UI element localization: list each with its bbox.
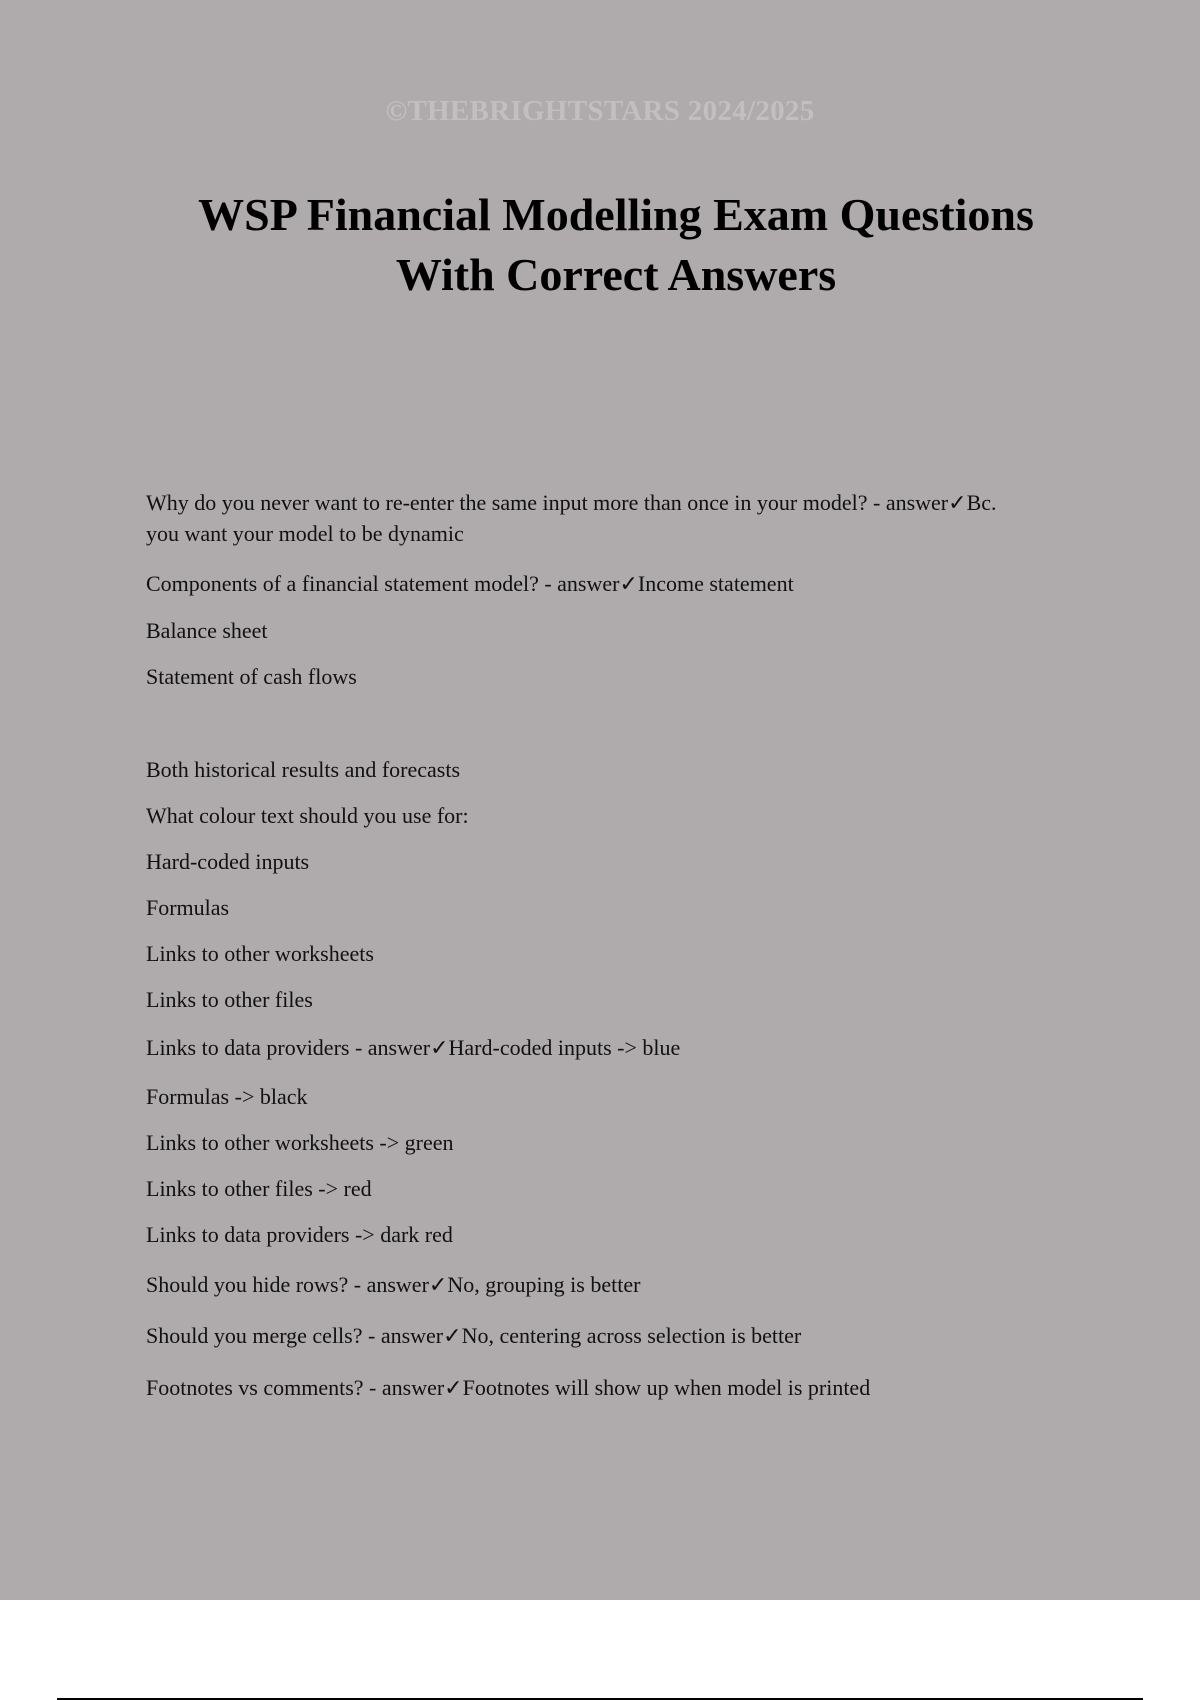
answer-continuation: Balance sheet	[146, 618, 268, 643]
answer-text: Income statement	[637, 571, 794, 596]
answer-continuation: Links to other files -> red	[146, 1176, 372, 1201]
answer-continuation: Links to other worksheets -> green	[146, 1130, 454, 1155]
question-text: Should you merge cells? - answer	[146, 1323, 444, 1348]
answer-continuation: Links to data providers -> dark red	[146, 1222, 453, 1247]
answer-text: No, grouping is better	[447, 1272, 641, 1297]
answer-continuation: Both historical results and forecasts	[146, 757, 461, 782]
qa-line	[146, 1033, 1096, 1064]
qa-line	[146, 1174, 1096, 1204]
qa-content	[146, 488, 1096, 1404]
qa-line	[146, 801, 1096, 831]
qa-line	[146, 1220, 1096, 1250]
qa-line	[146, 569, 1096, 600]
answer-continuation: you want your model to be dynamic	[146, 521, 464, 546]
qa-line	[146, 985, 1096, 1015]
qa-line	[146, 893, 1096, 923]
question-text: Should you hide rows? - answer	[146, 1272, 429, 1297]
qa-line	[146, 1128, 1096, 1158]
question-text: Why do you never want to re-enter the same input more than once in your model? - answer	[146, 490, 949, 515]
qa-line	[146, 1270, 1096, 1301]
answer-text: Footnotes will show up when model is printed	[462, 1375, 871, 1400]
question-text: Links to other worksheets	[146, 941, 374, 966]
qa-line	[146, 662, 1096, 692]
checkmark-icon: ✓	[428, 1273, 448, 1298]
document-title	[0, 185, 1200, 305]
question-text: Links to other files	[146, 987, 313, 1012]
qa-line	[146, 1373, 1096, 1404]
qa-line	[146, 519, 1096, 549]
answer-text: Bc.	[966, 490, 997, 515]
question-text: Footnotes vs comments? - answer	[146, 1375, 445, 1400]
answer-continuation: Formulas -> black	[146, 1084, 308, 1109]
qa-line	[146, 1082, 1096, 1112]
qa-line	[146, 616, 1096, 646]
answer-continuation: Statement of cash flows	[146, 664, 357, 689]
checkmark-icon: ✓	[619, 572, 638, 597]
question-text: What colour text should you use for:	[146, 803, 469, 828]
qa-line	[146, 1321, 1096, 1352]
watermark: ©THEBRIGHTSTARS 2024/2025	[385, 95, 815, 127]
qa-line	[146, 847, 1096, 877]
question-text: Hard-coded inputs	[146, 849, 310, 874]
qa-line	[146, 488, 1096, 519]
answer-text: No, centering across selection is better	[461, 1323, 802, 1348]
title-line-1: WSP Financial Modelling Exam Questions	[198, 189, 1034, 240]
checkmark-icon: ✓	[444, 1376, 463, 1401]
checkmark-icon: ✓	[443, 1324, 462, 1349]
title-line-2: With Correct Answers	[395, 249, 837, 300]
checkmark-icon: ✓	[430, 1036, 449, 1061]
qa-line	[146, 939, 1096, 969]
answer-text: Hard-coded inputs -> blue	[448, 1035, 681, 1060]
question-text: Formulas	[146, 895, 230, 920]
question-text: Components of a financial statement model? - answer	[146, 571, 620, 596]
question-text: Links to data providers - answer	[146, 1035, 431, 1060]
checkmark-icon: ✓	[948, 491, 967, 516]
qa-line	[146, 755, 1096, 785]
